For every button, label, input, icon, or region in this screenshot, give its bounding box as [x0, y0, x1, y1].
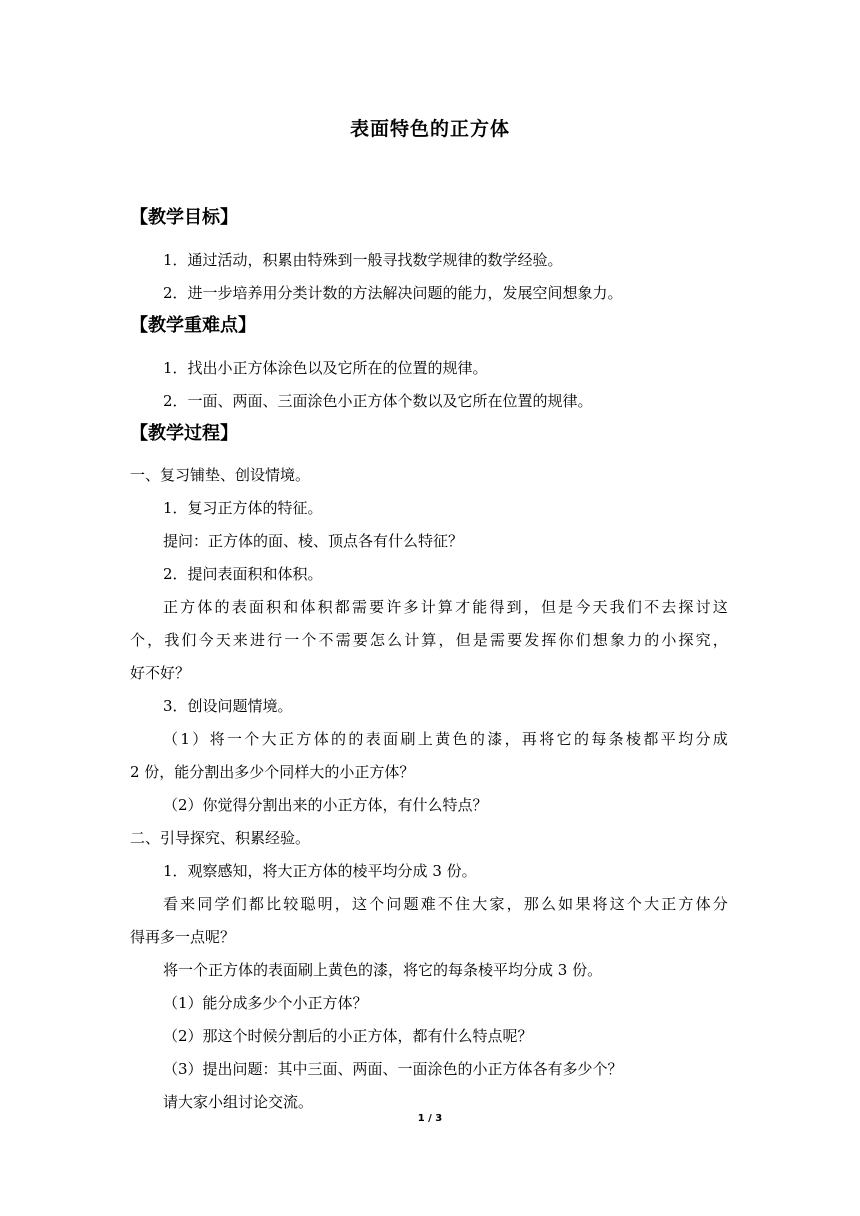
- process-paragraph: 正方体的表面积和体积都需要许多计算才能得到，但是今天我们不去探讨这: [163, 598, 728, 616]
- keypoint-item: 2．一面、两面、三面涂色小正方体个数以及它所在位置的规律。: [163, 392, 593, 410]
- section-heading-keypoints: 【教学重难点】: [130, 315, 256, 336]
- goal-item: 1．通过活动，积累由特殊到一般寻找数学规律的数学经验。: [163, 251, 563, 269]
- process-paragraph: （3）提出问题：其中三面、两面、一面涂色的小正方体各有多少个？: [163, 1060, 623, 1078]
- keypoint-item: 1．找出小正方体涂色以及它所在的位置的规律。: [163, 359, 488, 377]
- process-paragraph: （2）你觉得分割出来的小正方体，有什么特点？: [163, 796, 488, 814]
- process-paragraph: 将一个正方体的表面刷上黄色的漆，将它的每条棱平均分成 3 份。: [163, 961, 603, 979]
- section-heading-process: 【教学过程】: [130, 423, 238, 444]
- document-title: 表面特色的正方体: [349, 118, 510, 140]
- page-number: 1 / 3: [417, 1113, 443, 1124]
- process-paragraph: 2 份，能分割出多少个同样大的小正方体？: [130, 763, 415, 781]
- process-paragraph: 好不好？: [130, 664, 191, 682]
- process-paragraph: （2）那这个时候分割后的小正方体，都有什么特点呢？: [163, 1027, 533, 1045]
- process-paragraph: 3．创设问题情境。: [163, 697, 293, 715]
- process-paragraph: 1．观察感知，将大正方体的棱平均分成 3 份。: [163, 862, 477, 880]
- process-paragraph: （1）将一个大正方体的的表面刷上黄色的漆，再将它的每条棱都平均分成: [163, 730, 728, 748]
- process-paragraph: 提问：正方体的面、棱、顶点各有什么特征？: [163, 532, 464, 550]
- process-paragraph: 个，我们今天来进行一个不需要怎么计算，但是需要发挥你们想象力的小探究，: [130, 631, 728, 649]
- process-paragraph: 2．提问表面积和体积。: [163, 565, 323, 583]
- goal-item: 2．进一步培养用分类计数的方法解决问题的能力，发展空间想象力。: [163, 284, 623, 302]
- process-section-title: 一、复习铺垫、创设情境。: [130, 466, 311, 484]
- process-paragraph: 看来同学们都比较聪明，这个问题难不住大家，那么如果将这个大正方体分: [163, 895, 728, 913]
- process-section-title: 二、引导探究、积累经验。: [130, 829, 311, 847]
- section-heading-goals: 【教学目标】: [130, 207, 238, 228]
- process-paragraph: （1）能分成多少个小正方体？: [163, 994, 368, 1012]
- process-paragraph: 得再多一点呢？: [130, 928, 236, 946]
- process-paragraph: 1．复习正方体的特征。: [163, 499, 323, 517]
- process-paragraph: 请大家小组讨论交流。: [163, 1093, 314, 1111]
